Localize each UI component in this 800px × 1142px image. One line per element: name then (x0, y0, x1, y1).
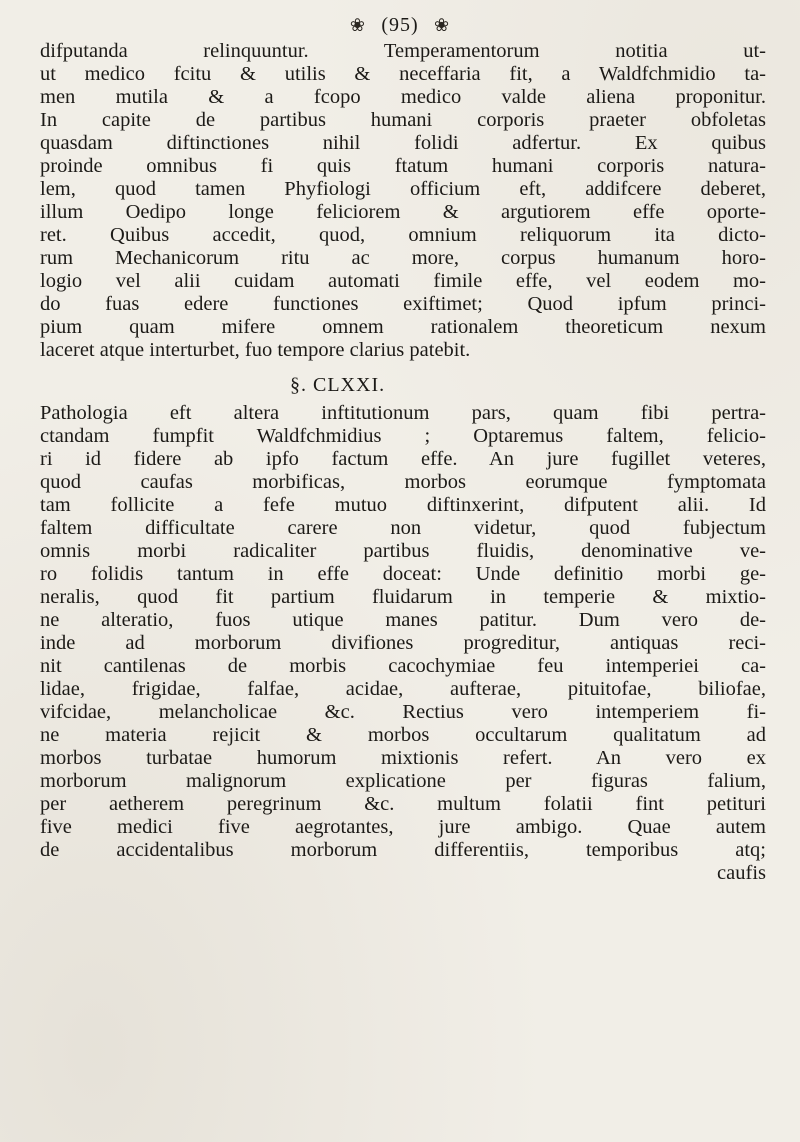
page-number: (95) (381, 14, 419, 36)
page-header (0, 12, 800, 37)
catchword: caufis (717, 862, 766, 884)
text-line: ne materia rejicit & morbos occultarum qualitatum ad (40, 724, 766, 746)
text-line: lem, quod tamen Phyfiologi officium eft, addifcere deberet, (40, 178, 766, 200)
text-line: men mutila & a fcopo medico valde aliena proponitur. (40, 86, 766, 108)
text-line: quasdam diftinctiones nihil folidi adfertur. Ex quibus (40, 132, 766, 154)
fleuron-ornament-icon: ❀ (349, 15, 366, 36)
text-line: illum Oedipo longe feliciorem & argutiorem effe oporte- (40, 201, 766, 223)
text-line: five medici five aegrotantes, jure ambigo. Quae autem (40, 816, 766, 838)
text-line: neralis, quod fit partium fluidarum in temperie & mixtio- (40, 586, 766, 608)
text-line: logio vel alii cuidam automati fimile effe, vel eodem mo- (40, 270, 766, 292)
text-line: faltem difficultate carere non videtur, quod fubjectum (40, 517, 766, 539)
text-line: de accidentalibus morborum differentiis, temporibus atq; (40, 839, 766, 861)
fleuron-ornament-icon: ❀ (434, 15, 451, 36)
text-line: proinde omnibus fi quis ftatum humani corporis natura- (40, 155, 766, 177)
text-line: nit cantilenas de morbis cacochymiae feu intemperiei ca- (40, 655, 766, 677)
paragraph-pathology (40, 402, 766, 885)
text-line: difputanda relinquuntur. Temperamentorum notitia ut- (40, 40, 766, 62)
text-line: morbos turbatae humorum mixtionis refert. An vero ex (40, 747, 766, 769)
text-line: rum Mechanicorum ritu ac more, corpus humanum horo- (40, 247, 766, 269)
text-line: quod caufas morbificas, morbos eorumque fymptomata (40, 471, 766, 493)
text-line: do fuas edere functiones exiftimet; Quod ipfum princi- (40, 293, 766, 315)
text-body (40, 40, 766, 885)
text-line: ctandam fumpfit Waldfchmidius ; Optaremus faltem, felicio- (40, 425, 766, 447)
text-line: ut medico fcitu & utilis & neceffaria fit, a Waldfchmidio ta- (40, 63, 766, 85)
text-line: ne alteratio, fuos utique manes patitur. Dum vero de- (40, 609, 766, 631)
text-line: laceret atque interturbet, fuo tempore clarius patebit. (40, 339, 471, 361)
section-heading: §. CLXXI. (290, 374, 386, 396)
text-line: Pathologia eft altera inftitutionum pars, quam fibi pertra- (40, 402, 766, 424)
text-line: inde ad morborum divifiones progreditur, antiquas reci- (40, 632, 766, 654)
text-line: tam follicite a fefe mutuo diftinxerint, difputent alii. Id (40, 494, 766, 516)
text-line: In capite de partibus humani corporis praeter obfoletas (40, 109, 766, 131)
text-line: morborum malignorum explicatione per figuras falium, (40, 770, 766, 792)
text-line: vifcidae, melancholicae &c. Rectius vero intemperiem fi- (40, 701, 766, 723)
text-line: per aetherem peregrinum &c. multum folatii fint petituri (40, 793, 766, 815)
text-line: pium quam mifere omnem rationalem theoreticum nexum (40, 316, 766, 338)
text-line: omnis morbi radicaliter partibus fluidis, denominative ve- (40, 540, 766, 562)
text-line: ret. Quibus accedit, quod, omnium reliquorum ita dicto- (40, 224, 766, 246)
text-line: ro folidis tantum in effe doceat: Unde definitio morbi ge- (40, 563, 766, 585)
text-line: lidae, frigidae, falfae, acidae, aufterae, pituitofae, biliofae, (40, 678, 766, 700)
paragraph-temperaments (40, 40, 766, 362)
text-line: ri id fidere ab ipfo factum effe. An jure fugillet veteres, (40, 448, 766, 470)
